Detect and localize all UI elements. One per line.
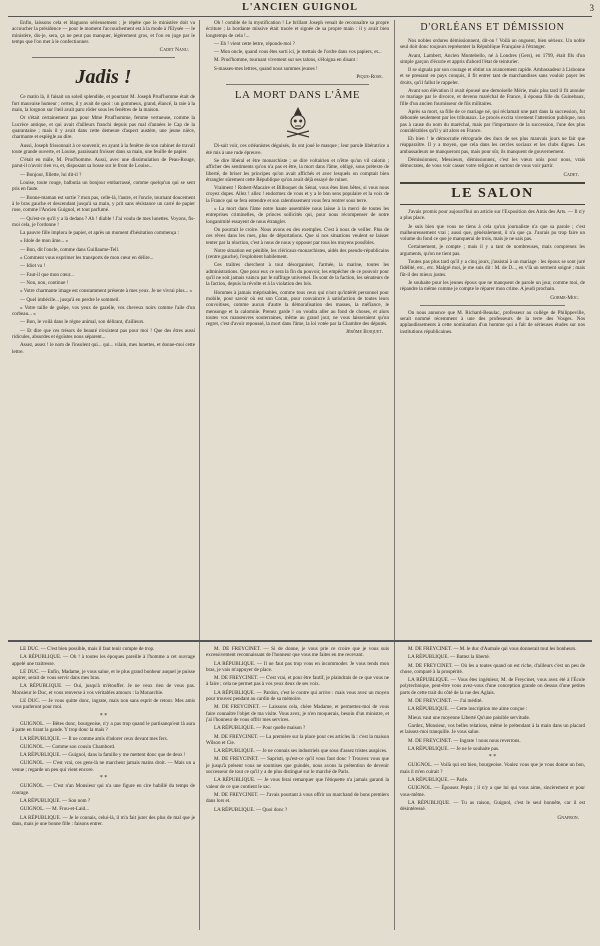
dialogue-lines — [400, 646, 585, 813]
paragraph: Je suis bien que vous ne tiens à cela qu'un journaliste n'a que sa parole ; c'est malheureusement vrai ; aussi que, généralement, il n'a que ça. J'aurais pu trop faire un volume du fond ce que je manquerai de trois, mais je ne sais pas. — [400, 223, 585, 243]
paragraph: LA RÉPUBLIQUE. — Je ne le souhaite pas. — [408, 745, 500, 752]
masthead-title: L'ANCIEN GUIGNOL — [242, 2, 358, 13]
paragraph: — Qu'est-ce qu'il y a là dedans ? Ah ! diable ! J'ai voulu de mes lunettes. Voyons, fis-moi cela, je l'ordonne ! — [12, 215, 195, 228]
paragraph: M. DE FREYCINET. — Laissons cela, chère Madame, et permettez-moi de vous faire connaître l'objet de ma visite. Vous avez, je n'en moquerais, besoin d'un ministre, et j'ai l'honneur de vous offrir mes services. — [206, 704, 389, 723]
divider — [420, 305, 565, 306]
paragraph: Certainement, je compte ; mais il y a tant de nombreuses, mais comprenez les arguments, qu'on ne tient pas. — [400, 244, 585, 257]
paragraph: Ces traîtres cherchent à tout désorganiser, l'armée, la marine, toutes les administrations. Que pour eux ce sera la fin du pouvoir, les empêcher de ce pouvoir pour qu'il ne soit jamais vaincu par le suffrage universel. Ils sont de la faction, les sénateurs de la faction, depuis la révolte et à la violation des lois. — [206, 262, 389, 288]
paragraph: GUIGNOL. — Bêtes donc, bourgeoise, n'y a pas trop quand le partisanqu'eut là aura à patte en tirant la gande. Y trop donc la maïs ? — [12, 720, 195, 734]
paragraph: Or s'était certainement pas pour Mme Prud'homme, femme vertueuse, comme la Lucrèce antique, et qui avait d'ailleurs franchi depuis pas mal d'années le Cap de la quarantaine ; mais il y avait dans cette demeure d'aspect austère, une jeune nièce, charmante et espiègle au dire. — [12, 115, 195, 141]
paragraph: LE DUC. — Enfin, Madame, je vous salue, et le plus grand bonheur auquel je puisse aspirer, serait de vous servir dans mes bras. — [12, 668, 195, 682]
paragraph: LA RÉPUBLIQUE. — Je le connais, celui-là, il m'a fait jurer des plus de mal que je dans, mais je une bonne fille : faisons entrer. — [12, 814, 195, 827]
notice-paragraph: On nous annonce que M. Richard-Beaulac, professeur au collège de Philippeville, serait nommé récemment à une des professeurs de la terre des Vosges. Nos applaudissements à cette nomination d'un homme qui a fait de sérieuses études sur nos institutions républicaines. — [400, 309, 585, 335]
paragraph: Notre situation est pénible, les cléricaux-monarchistes, aidés des pseudo-républicains (centre gauche), l'exploitent habilement. — [206, 247, 389, 261]
dialogue-column-1 — [12, 646, 195, 938]
paragraph: LA RÉPUBLIQUE. — Je vous ferai remarquer que l'étiquette n'a jamais garanti la valeur de ce que contient le sac. — [206, 777, 389, 790]
masthead-rule — [8, 16, 592, 17]
mort-article — [206, 143, 389, 327]
dialogue-column-2 — [206, 646, 389, 938]
dialogue-signature: Gnafron. — [557, 814, 579, 821]
column-1 — [12, 20, 195, 640]
paragraph: Se dire libéral et être monarchiste ; se dire voltairien et n'être qu'un vil calotin ; afficher des sentiments qu'on n'a pas et être, la mort dans l'âme, obligé, sous prétexte de liberté, de briser les principes qu'on avait affichés et avec lesquels on comptait bien étrangler sûrement cette République qu'on avait déjà essayé de ruiner. — [206, 157, 389, 183]
paragraph: Après sa mort, sa fille de ce mariage né, qui réclamait une part dans la succession, fut déboutée seulement par les tribunaux. Le procès excita vivement l'attention publique, non pas à cause du nom du maréchal, mais par l'importance de la succession, l'une des plus considérables qu'il y ait alors en France. — [400, 108, 585, 134]
orleans-signature: Cadet. — [563, 171, 579, 178]
paragraph: — Bon, dit l'oncle, comme dans Guillaume-Tell. — [20, 246, 120, 253]
paragraph: M. Prud'homme, tournant vivement sur ses talons, s'éloigna en disant : — [214, 57, 358, 64]
paragraph: Louise, toute rouge, balbutia un bonjour embarrassé, comme quelqu'un qui se sent pris en faute. — [12, 180, 195, 193]
dialogue-column-3 — [400, 646, 585, 938]
column-2 — [206, 20, 389, 640]
paragraph: M. DE FREYCINET. — J'avais pourtant à vous offrir un marchand de bons premiers dans lors et. — [206, 791, 389, 805]
jadis-article — [12, 94, 195, 354]
paragraph: « Votre taille de guêpe, vos yeux de gazelle, vos cheveux noirs comme l'aile d'un corbeau... » — [12, 304, 195, 318]
paragraph: Mieux vaut une moyenne Liberté Qu'une paisible servitude. — [408, 714, 531, 721]
paragraph: — Non, non, continue ! — [20, 279, 69, 286]
paragraph: Démissionnez, Messieurs, démissionnez, c'est les vœux unis pour nous, vrais démocrates, de vous voir casser votre religion et surtout de vous voir partir. — [400, 157, 585, 170]
paragraph: Hommes à jamais méprisables, comme tous ceux qui n'ont qu'intérêt personnel pour mobile, pour savoir où est son Coran, pour convaincre à satisfaction de toutes leurs convoitises, comme aucun d'autre la démoralisation des masses, la méfiance, le mensonge et la calomnie. Prenez garde ! on voudra aller au fond de choses, et alors toutes vos manœuvres souterraines, même au grand jour, ne vous laisseraient qu'un regret, c'est d'avoir repoussé, la mort dans l'âme, la loi votée par la Chambre des députés. — [206, 289, 389, 328]
paragraph: « Votre charmante image est constamment présente à mes yeux. Je ne vivrai plus... » — [20, 288, 193, 295]
paragraph: LA RÉPUBLIQUE. — Son nom ? — [20, 797, 91, 804]
paragraph: — Quel imbécile... jusqu'à en perdre le sommeil. — [20, 296, 120, 303]
paragraph: GUIGNOL. — Voilà qui est bien, bourgeoise. Voulez vous que je vous donne un bon, mais il m'en cuirait ? — [400, 762, 585, 775]
paragraph: On pourrait le croire. Nous avons eu des exemples. C'est à nous de veiller. Plus de ces rêves dans les rues, plus de déportations. Que si nos situations veulent se laisser tenter par la réaction, c'est à nous de nous y opposer par tous les moyens possibles. — [206, 226, 389, 246]
paragraph: GUIGNOL. — C'est vrai, ces gens-là ne marchent jamais mains droit. — Mais un a venue ; regarde un peu qui vient encore. — [12, 760, 195, 773]
paragraph: Vraiment ! Robert-Macaire et Bilboquet du Sénat, vous êtes bien bêtes, si vous nous croyez dupes. Allez ! allez ! endormez de vous et y a le bon sens populaire et la voix de la France qui se fera entendre et son ralentissement vous fera rentrer sous terre. — [206, 185, 389, 204]
paragraph: LA RÉPUBLIQUE. — Vous êtes ingénieur, M. de Freycinet, vous avez été à l'École polytechnique, peut-être vous avez-vous d'une conception grande on dessus d'une petites parts de cette trait du côté de la rue des Aglais. — [400, 677, 585, 696]
paragraph: Il se signala par son courage et obtint un avancement rapide. Ambassadeur à Lisbonne et se pressant en pays conquis, il fit entrer tant de marchandises sans vouloir payer les droits, qu'il fallut le rappeler. — [400, 67, 585, 86]
paragraph: M. DE FREYCINET. — J'ai médité. — [408, 698, 483, 705]
page-number: 3 — [589, 3, 594, 13]
paragraph: LA RÉPUBLIQUE. — Pour quelle maison ? — [214, 725, 306, 732]
paragraph: — Bonne-maman est sortie ? mon pas, celle-là, l'autre, et l'oncle, tournant doucement à le bras gauche et descendant jusqu'à sa main, y prit sans résistance un carré de papier rose, comme l'Ancien Guignol, et tout parfumé. — [12, 194, 195, 214]
paragraph: LA RÉPUBLIQUE. — Tu as raison, Guignol, c'est le seul honnête, car il est désintéressé. — [400, 799, 585, 813]
paragraph: LE DUC. — Je vous quitte donc, ingrate, mais non sans esprit de retour. Mes amis vous parleront pour moi. — [12, 698, 195, 711]
salon-signature: Gorme-Moc. — [550, 294, 579, 301]
paragraph: GUIGNOL. — C'est n'an Monsieur qui n'a une figure en cire habillé du temps de courage. — [12, 783, 195, 796]
paragraph: C'était en mâle, M. Prud'homme. Aussi, avec une dissimulation de Peau-Rouge, parut-il n'avoir rien vu, et, disposant sa bosse sur le front de Louise... — [12, 157, 195, 170]
paragraph: LA RÉPUBLIQUE. — Pardon, c'est le contre qui arrive : mais vous avez un moyen pour trouvez pendant au cardin de sa mémoire. — [206, 689, 389, 703]
skull-ornament-icon — [283, 105, 313, 139]
paragraph: LA RÉPUBLIQUE. — Je ne connais ses industriels que sous d'assez tristes auspices. — [214, 748, 388, 755]
paragraph: « Comment vous exprimer les transports de mon cœur en délire... — [20, 255, 154, 262]
paragraph: LA RÉPUBLIQUE. — Cette inscription me aime conçue : — [408, 706, 528, 713]
paragraph: LA RÉPUBLIQUE. — Il ne comme amis d'adorer ceux devant mes fers. — [20, 735, 168, 742]
paragraph: « La mort dans l'âme notre haute assemblée nous laisse à la merci de toutes les entreprises criminelles, de princes sollicités qui, pour nous récompenser de notre longanimité essayent de nous étrangler. — [206, 206, 389, 225]
orleans-title: D'ORLÉANS ET DÉMISSION — [420, 22, 565, 33]
paragraph: GUIGNOL. — M. Frou-et-Laid... — [20, 806, 90, 813]
divider — [32, 57, 175, 58]
paragraph: — Et dire que ces trésors de beauté n'existent pas pour moi ! Que des êtres aussi ridicules, absurdes et égoïstes nous séparent... — [12, 327, 195, 340]
paragraph: — Bonjour, fillette, lui dit-il ? — [20, 171, 82, 178]
paragraph: LE DUC. — C'est bien possible, mais il faut tenir compte de trop. — [20, 646, 155, 652]
paragraph: Avant son élévation il avait épousé une demoiselle Mérie, mais plus tard il fit annuler ce mariage par le divorce, et devenu maréchal de France, il épousa fille du Guinebaux, fille d'un ancien fournisseur de fils militaires. — [400, 88, 585, 107]
paragraph: LA RÉPUBLIQUE. — Quoi donc ? — [214, 806, 288, 813]
salon-title: LE SALON — [400, 182, 585, 205]
paragraph: Gardez, Monsieur, vos belles relations, même le prétendant à la main dans un placard et laissez-moi tranquille. Je vous salue. — [400, 722, 585, 736]
jadis-title: Jadis ! — [75, 66, 132, 89]
paragraph: M. DE FREYCINET. — Ingrate ! nous nous reverrons. — [408, 737, 521, 744]
column-divider-1 — [199, 20, 200, 930]
paragraph: LA RÉPUBLIQUE. — Oh ! à toutes les époques pareille à l'homme a cet ouvrage appelé une traitresse. — [12, 654, 195, 667]
orleans-article — [400, 38, 585, 170]
paragraph: M. DE FREYCINET. — Si de donne, je vous prie ce croire que je vous suis excessivement reconnaissant de l'honneur que vous me faites en me recevant. — [206, 646, 389, 659]
paragraph: Di-sait voir, ces orléanistes déguisés, ils ont joué le masque ; leur parole libératrice a été mis à une rude épreuve. — [206, 143, 389, 156]
paragraph: LA RÉPUBLIQUE. — Il ne faut pas trop vous en incommoder. Je vous tends mon bras, je vais m'appuyer de place. — [206, 660, 389, 673]
divider — [226, 84, 369, 85]
paragraph: Avant, Lambert, Ancien Montebello, né à Londres (Gers), en 1799, était fils d'un simple garçon d'écurie et appris d'abord l'état de teinturier. — [400, 52, 585, 65]
paragraph: LA RÉPUBLIQUE. — Parle. — [408, 777, 469, 784]
paragraph: — Eh ! vient cette lettre, réponds-moi ? — [214, 40, 295, 47]
paragraph: LA RÉPUBLIQUE. — Guignol, dans la famille y me mettent donc que de deux ! — [20, 752, 186, 759]
paragraph: LA RÉPUBLIQUE. — Oui, jusqu'à m'étouffer. Je ne veux rien de vous pas. Monsieur le Duc, et vous renverse à vos véritables amours : la Monarchie. — [12, 683, 195, 696]
column-divider-2 — [394, 20, 395, 930]
column-3 — [400, 20, 585, 640]
section-rule — [8, 640, 592, 642]
continuation-paragraph: Oh ! comble de la mystification ! Le brillant Joseph venait de reconnaître sa propre écriture ; la bordante missive était tracée et signée de sa propre main : il y avait bien longtemps de cela !... — [206, 20, 389, 39]
paragraph: Je souhaite pour les jeunes époux que ne manquent de parole un jour, comme moi, de répandre la même comme je compte le réparer mon crime. A jeudi prochain. — [400, 279, 585, 293]
section-stars: * * — [99, 775, 108, 782]
paragraph: Assez, assez ! le nom de l'insolent qui... qui... vilain, mes lunettes, et donne-moi cette lettre. — [12, 342, 195, 355]
paragraph: GUIGNOL. — Épousez Pepin ; il n'y a que lui qui vous aime, sincèrement et pour vous-même. — [400, 785, 585, 798]
section-stars: * * — [488, 754, 497, 761]
paragraph: LA RÉPUBLIQUE. — Battez la liberté. — [408, 654, 490, 661]
mort-signature: Jérôme Boiquet. — [345, 329, 383, 336]
paragraph: Nos nobles ordures démissionnent, dit-on ! Voilà un onguent, bien sérieux. Un noble seul doit donc toujours représenter la République Française à l'étranger. — [400, 38, 585, 51]
paragraph: Toutes pas plus tard qu'il y a cinq jours, j'assistai à un mariage : les époux se sont juré fidélité, etc., etc. Malgré moi, je me suis dit : M. de D..., en v'là un serment soigné ; mais fût-il des mieux justes. — [400, 259, 585, 278]
paragraph: M. DE FREYCINET. — Sapristi, qu'est-ce qu'il vous faut donc ? Trouvez vous que je jusqu'à présent vous ne soumises que guindés, nous avons la prétention de devenir successeur de tout ce qu'il y a de plus distingué sur le marché de Paris. — [206, 756, 389, 776]
intro-paragraph: Enfin, laissons cela et blaguons sérieusement ; je répète que le ministère doit va accoucher la présidence — pour le moment l'accouchement est à la mode à l'Elysée — le ministère, dis-je, sera, ça ne peut pas manquer, légèrement gros, et l'on en juge par le temps que l'on met à le confectionner. — [12, 20, 195, 45]
paragraph: J'avais promis pour aujourd'hui un article sur l'Exposition des Amis des Arts. — Il n'y a plus place. — [400, 208, 585, 222]
paragraph: GUIGNOL. — Comme son cousin Chambord. — [20, 743, 116, 750]
mort-title: LA MORT DANS L'ÂME — [234, 89, 361, 102]
section-stars: * * — [99, 712, 108, 719]
paragraph: Ce matin là, il faisait un soleil splendide, et pourtant M. Joseph Prud'homme était de fort mauvaise humeur ; certes, il y avait de quoi : un gommeux, grand, élancé, la raie à la main, la lorgnon sur l'œil avait paru rôder sous les fenêtres de la maison. — [12, 94, 195, 114]
paragraph: — Faut-il que mon cœur... — [20, 271, 74, 278]
paragraph: « Idole de mon âme... » — [20, 238, 69, 245]
continuation-signature: Pique-Rose. — [356, 74, 383, 81]
paragraph: — Idiot va ! — [20, 263, 46, 270]
paragraph: — Mon oncle, quand vous êtes sorti ici, je mettais de l'ordre dans vos papiers, et... — [214, 49, 382, 56]
paragraph: M. DE FREYCINET. — M. le duc d'Aumale qui vous donnerait tout les bonheurs. — [408, 646, 577, 652]
paragraph: — Bon, le voilà dans le règne animal, son délirant, d'ailleurs. — [20, 319, 145, 326]
paragraph: Aussi, Joseph frissonnait à ce souvenir, en ayant à la fenêtre de son cabinet de travail toute grande ouverte, et Louise, paraissant froisser dans sa main, une feuille de papier. — [12, 142, 195, 155]
intro-signature: Cadet Nanu. — [159, 47, 189, 54]
paragraph: S-masses-mes lettres, quand nous sommes jeunes ! — [214, 65, 318, 72]
paragraph: M. DE FREYCINET. — C'est vrai, et pour être fautif, je plaindrais de ce que vous ne à faire ; cela ne permet pas à vos yeux deux de ses voix. — [206, 675, 389, 688]
paragraph: M. DE FREYCINET. — La première sur la place pour ces articles là : c'est la maison Wilson et Cie. — [206, 733, 389, 746]
paragraph: La pauvre fille implora le papier, et après un moment d'hésitation commença : — [20, 230, 179, 237]
salon-article — [400, 209, 585, 293]
paragraph: M. DE FREYCINET. — Où les a toutes quand on est riche, d'ailleurs c'est un peu de chose, comparé à la prospérité. — [400, 662, 585, 675]
continuation-lines — [206, 41, 389, 72]
paragraph: Eh bien ! le démocratie rétrograde des ducs de ses plus mauvais jours ne fait que réapparaître. Il y a moyen, que cela dans les cercles sociaux et les clubs dignes. Les ambassadeurs ne manqueront pas, mais pour sûr, ils manquent de gouvernement. — [400, 136, 585, 155]
